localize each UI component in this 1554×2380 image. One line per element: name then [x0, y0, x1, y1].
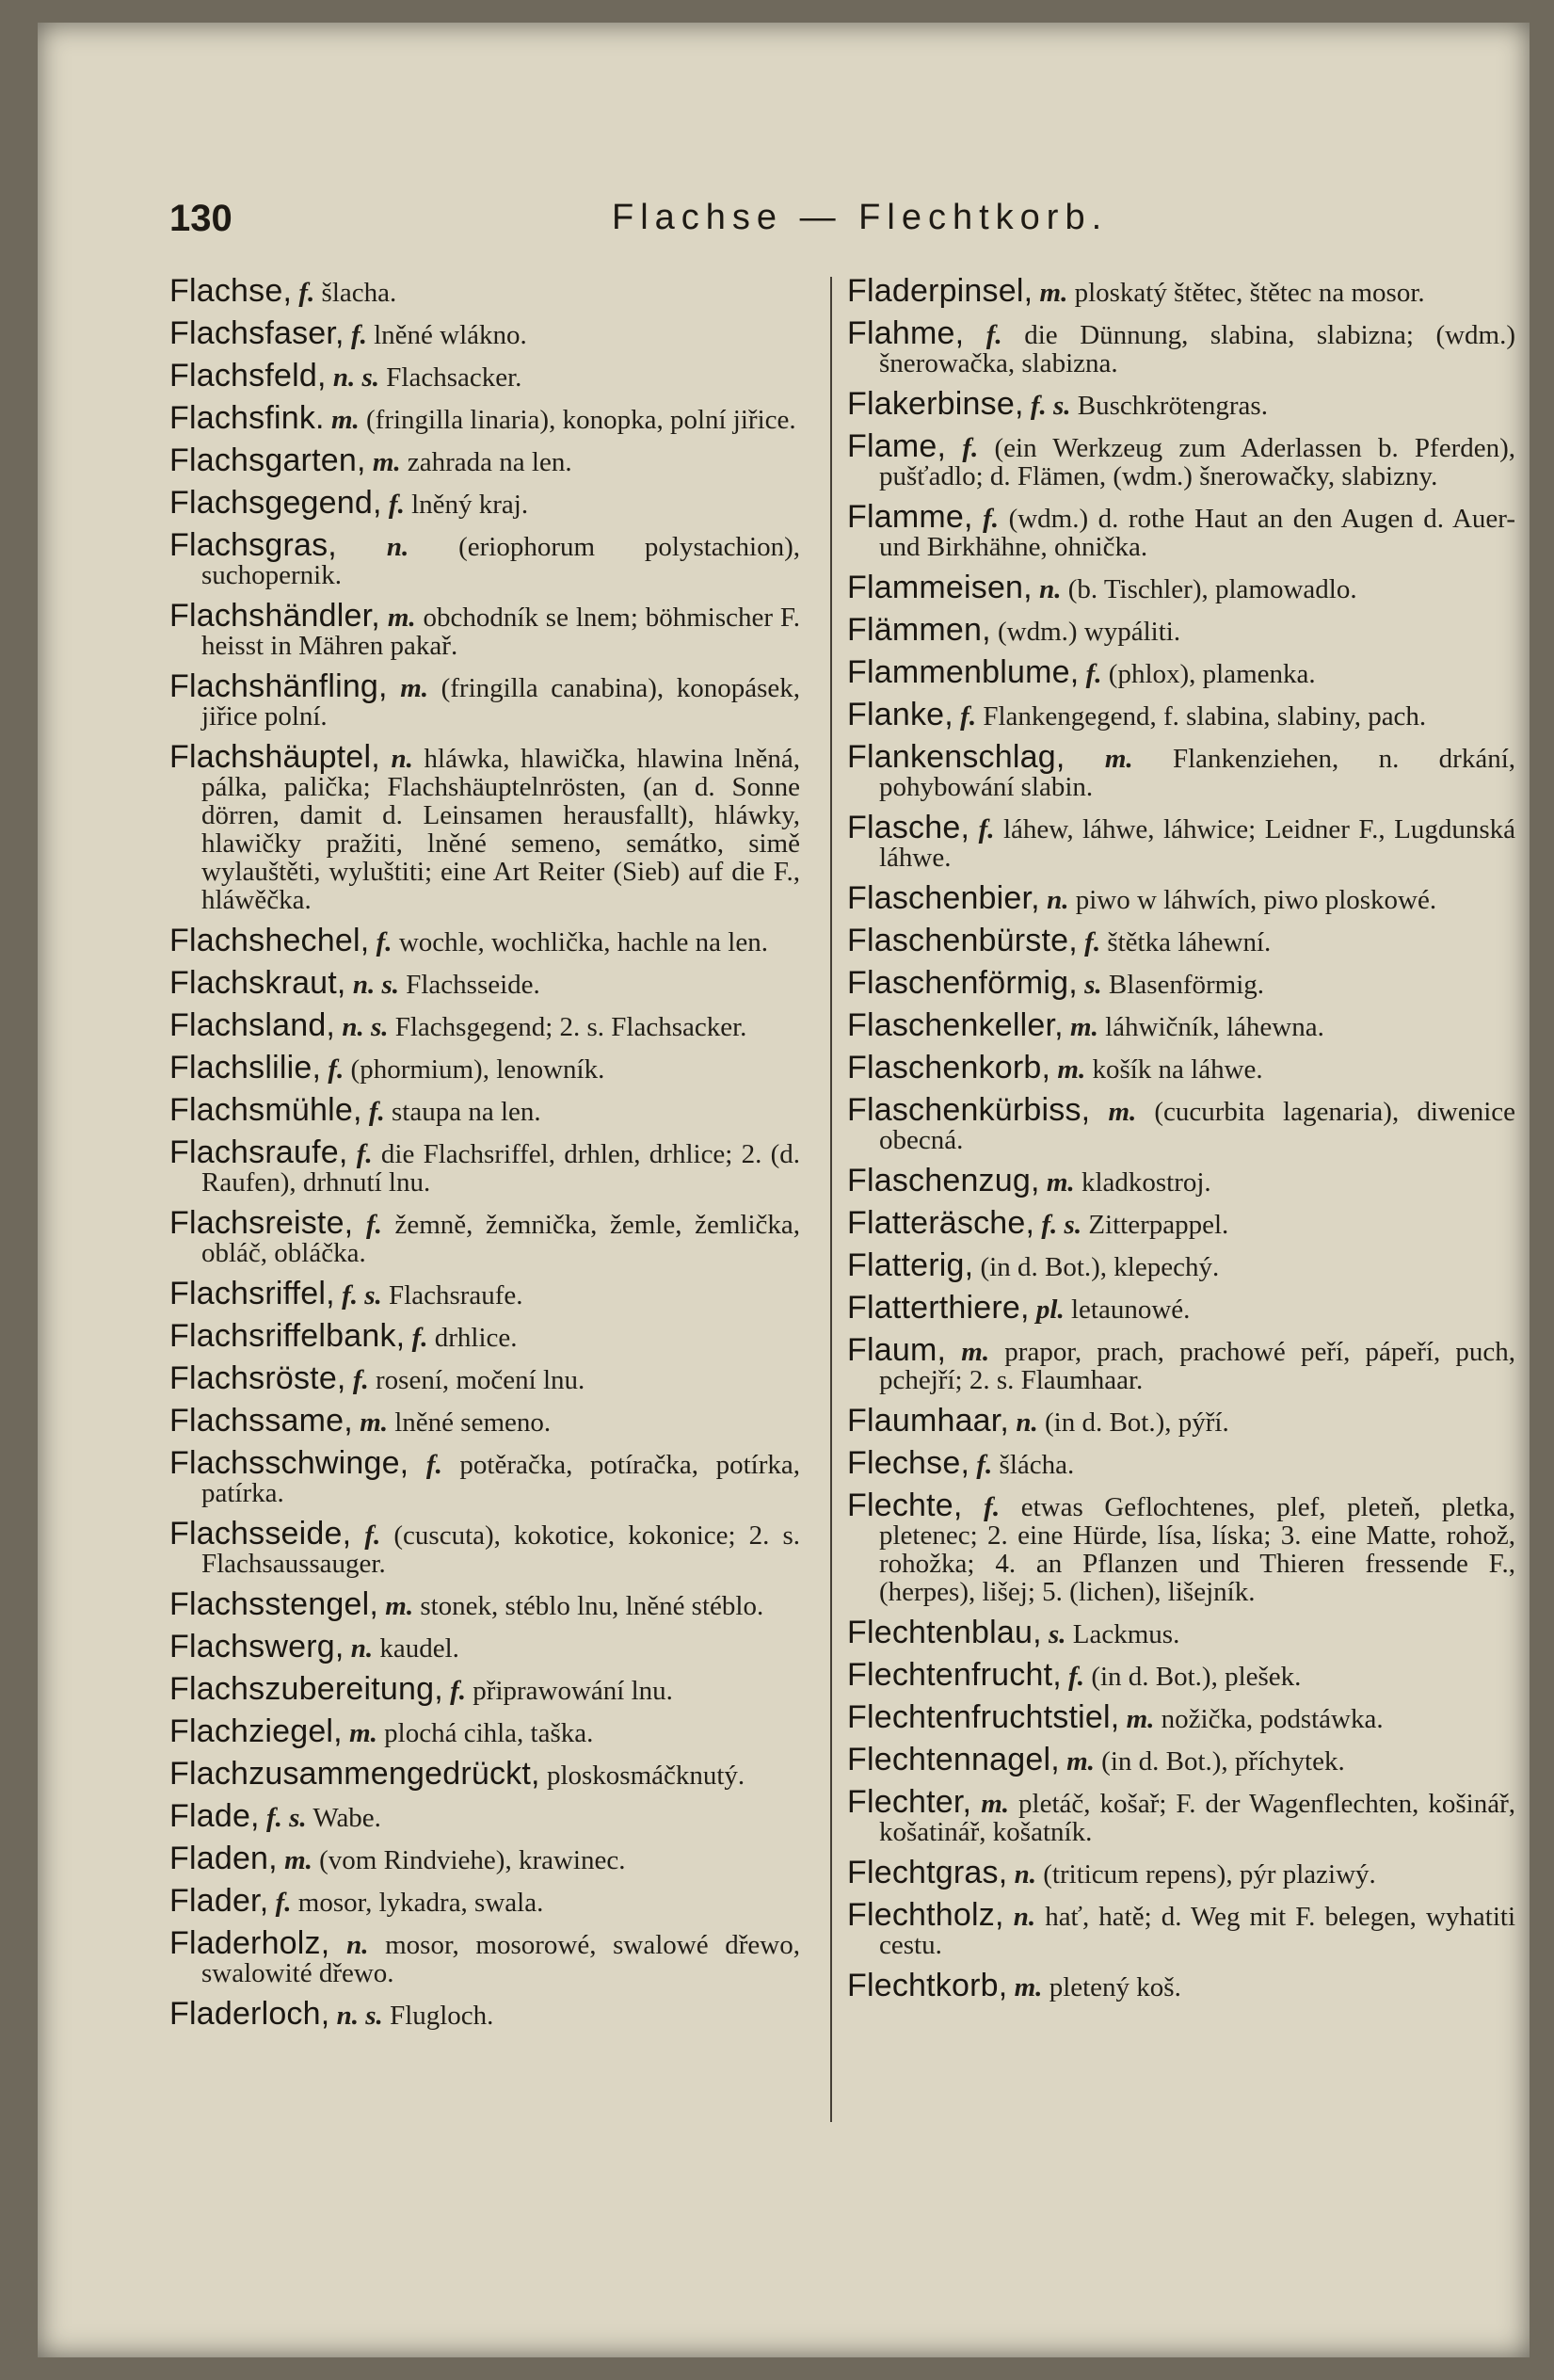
dictionary-entry	[847, 1403, 1515, 1439]
entry-definition: Lackmus.	[1072, 1619, 1180, 1649]
dictionary-entry	[169, 273, 800, 309]
dictionary-entry	[169, 1925, 800, 1988]
entry-grammar: n.	[1016, 1407, 1038, 1438]
dictionary-entry	[169, 1629, 800, 1664]
entry-headword: Flader,	[169, 1883, 269, 1919]
entry-definition: mosor, mosorowé, swalowé dřewo, swalowité dřewo.	[201, 1930, 800, 1988]
entry-definition: die Dünnung, slabina, slabizna; (wdm.) šnerowačka, slabizna.	[879, 320, 1516, 378]
dictionary-entry	[847, 1163, 1515, 1198]
entry-headword: Flaschenkürbiss,	[847, 1092, 1091, 1128]
entry-headword: Flaschenbürste,	[847, 923, 1078, 958]
entry-grammar: m.	[1104, 744, 1133, 774]
entry-grammar: m.	[1108, 1097, 1137, 1127]
dictionary-entry	[169, 315, 800, 351]
dictionary-entry	[847, 654, 1515, 690]
entry-grammar: m.	[330, 405, 360, 435]
dictionary-entry	[847, 1742, 1515, 1777]
entry-grammar: n. s.	[332, 362, 380, 393]
entry-headword: Flachshäuptel,	[169, 739, 380, 775]
dictionary-entry	[847, 965, 1515, 1001]
entry-headword: Flammeisen,	[847, 570, 1033, 605]
entry-headword: Flachswerg,	[169, 1629, 344, 1664]
entry-definition: (cucurbita lagenaria), diwenice obecná.	[879, 1097, 1515, 1155]
entry-headword: Flechte,	[847, 1488, 963, 1523]
entry-definition: Zitterpappel.	[1088, 1210, 1229, 1240]
dictionary-page	[38, 23, 1530, 2357]
entry-grammar: f.	[368, 1097, 385, 1127]
dictionary-entry	[169, 400, 800, 436]
entry-headword: Flachshändler,	[169, 598, 380, 634]
right-column	[847, 273, 1516, 2014]
entry-grammar: n.	[1014, 1859, 1037, 1890]
entry-headword: Flaschenzug,	[847, 1163, 1040, 1198]
entry-grammar: f. s.	[265, 1803, 307, 1833]
entry-headword: Flaschenförmig,	[847, 965, 1078, 1001]
entry-definition: košík na láhwe.	[1092, 1054, 1263, 1085]
entry-definition: die Flachsriffel, drhlen, drhlice; 2. (d. Raufen), drhnutí lnu.	[201, 1139, 801, 1198]
dictionary-entry	[847, 1205, 1515, 1241]
column-divider	[830, 277, 832, 2122]
entry-headword: Flachssame,	[169, 1403, 353, 1439]
entry-grammar: m.	[961, 1337, 990, 1367]
entry-headword: Flaschenbier,	[847, 880, 1040, 916]
running-head: Flachse — Flechtkorb.	[612, 198, 1109, 237]
entry-definition: obchodník se lnem; böhmischer F. heisst in Mähren pakař.	[201, 603, 800, 661]
entry-headword: Flachskraut,	[169, 965, 346, 1001]
entry-grammar: f.	[960, 701, 977, 732]
dictionary-entry	[847, 612, 1515, 648]
entry-headword: Flachsreiste,	[169, 1205, 354, 1241]
entry-grammar: f.	[1085, 659, 1102, 689]
entry-headword: Fladerpinsel,	[847, 273, 1033, 309]
entry-headword: Flaschenkeller,	[847, 1007, 1064, 1043]
entry-headword: Flechtennagel,	[847, 1742, 1060, 1777]
entry-headword: Flachsfaser,	[169, 315, 344, 351]
entry-definition: šlácha.	[999, 1450, 1075, 1480]
entry-grammar: m.	[360, 1407, 388, 1438]
entry-grammar: f. s.	[342, 1280, 382, 1311]
entry-headword: Flechtkorb,	[847, 1968, 1008, 2003]
entry-grammar: f.	[962, 433, 979, 463]
dictionary-entry	[847, 386, 1515, 422]
entry-headword: Flachsgras,	[169, 527, 337, 563]
entry-grammar: n.	[1039, 574, 1062, 604]
entry-grammar: n.	[346, 1930, 369, 1960]
entry-grammar: n. s.	[342, 1012, 389, 1042]
entry-headword: Flankenschlag,	[847, 739, 1065, 775]
entry-definition: lněný kraj.	[411, 490, 529, 520]
dictionary-entry	[847, 1247, 1515, 1283]
entry-grammar: s.	[1084, 970, 1102, 1000]
dictionary-entry	[169, 1134, 801, 1198]
entry-headword: Flame,	[847, 428, 947, 464]
entry-headword: Flatterthiere,	[847, 1290, 1030, 1326]
entry-headword: Flakerbinse,	[847, 386, 1024, 422]
entry-definition: žemně, žemnička, žemle, žemlička, obláč, obláčka.	[201, 1210, 801, 1268]
dictionary-entry	[847, 810, 1515, 873]
entry-headword: Flechse,	[847, 1445, 970, 1481]
dictionary-entry	[169, 1205, 801, 1268]
entry-definition: Flachsseide.	[406, 970, 540, 1000]
entry-definition: (phormium), lenowník.	[350, 1054, 605, 1085]
dictionary-entry	[847, 1615, 1515, 1650]
entry-grammar: f.	[365, 1210, 382, 1240]
dictionary-entry	[847, 880, 1515, 916]
entry-grammar: m.	[387, 603, 416, 633]
dictionary-entry	[847, 1855, 1515, 1890]
entry-grammar: n.	[1047, 885, 1069, 915]
entry-headword: Flachsgegend,	[169, 485, 382, 521]
entry-definition: štětka láhewní.	[1107, 927, 1272, 957]
entry-grammar: f.	[450, 1676, 467, 1706]
dictionary-entry	[169, 1092, 800, 1128]
entry-headword: Flämmen,	[847, 612, 991, 648]
entry-grammar: n. s.	[352, 970, 399, 1000]
entry-grammar: f.	[976, 1450, 993, 1480]
dictionary-entry	[169, 1516, 801, 1579]
entry-headword: Flechter,	[847, 1784, 972, 1820]
entry-grammar: f.	[984, 1492, 1001, 1522]
entry-headword: Flatteräsche,	[847, 1205, 1035, 1241]
entry-grammar: n. s.	[336, 2001, 383, 2031]
entry-grammar: n.	[350, 1633, 374, 1664]
entry-definition: lněné wlákno.	[374, 320, 527, 350]
entry-definition: kaudel.	[379, 1633, 459, 1664]
dictionary-entry	[847, 1092, 1515, 1155]
entry-grammar: f.	[985, 320, 1002, 350]
entry-definition: potěračka, potíračka, potírka, patírka.	[201, 1450, 800, 1508]
entry-grammar: n.	[1013, 1902, 1036, 1932]
entry-definition: piwo w láhwích, piwo ploskowé.	[1075, 885, 1437, 915]
entry-grammar: f.	[298, 278, 315, 308]
entry-grammar: m.	[981, 1789, 1010, 1819]
dictionary-entry	[847, 428, 1516, 491]
entry-grammar: f.	[376, 927, 393, 957]
entry-grammar: m.	[385, 1591, 414, 1621]
dictionary-entry	[847, 1657, 1515, 1693]
entry-definition: (in d. Bot.), klepechý.	[980, 1252, 1220, 1282]
entry-grammar: f.	[356, 1139, 373, 1169]
dictionary-entry	[169, 1318, 800, 1354]
entry-definition: (wdm.) wypáliti.	[998, 617, 1181, 647]
entry-headword: Flachsröste,	[169, 1360, 346, 1396]
entry-headword: Flaum,	[847, 1332, 947, 1368]
entry-definition: pletený koš.	[1049, 1972, 1181, 2002]
entry-headword: Flachsraufe,	[169, 1134, 348, 1170]
dictionary-entry	[169, 1007, 800, 1043]
entry-headword: Fladen,	[169, 1841, 278, 1876]
entry-headword: Flamme,	[847, 499, 973, 535]
entry-definition: (ein Werkzeug zum Aderlassen b. Pferden), pušťadlo; d. Flämen, (wdm.) šnerowačky, slabizny.	[879, 433, 1516, 491]
dictionary-entry	[847, 1445, 1515, 1481]
dictionary-entry	[169, 358, 800, 394]
entry-grammar: m.	[284, 1845, 312, 1875]
dictionary-entry	[169, 1841, 800, 1876]
dictionary-entry	[169, 965, 800, 1001]
entry-definition: stonek, stéblo lnu, lněné stéblo.	[420, 1591, 764, 1621]
entry-definition: (cuscuta), kokotice, kokonice; 2. s. Flachsaussauger.	[201, 1520, 801, 1579]
dictionary-entry	[169, 1996, 800, 2032]
entry-definition: rosení, močení lnu.	[376, 1365, 585, 1395]
dictionary-entry	[847, 1290, 1515, 1326]
dictionary-entry	[169, 598, 800, 661]
entry-headword: Flasche,	[847, 810, 970, 845]
entry-definition: hať, hatě; d. Weg mit F. belegen, wyhatiti cestu.	[879, 1902, 1516, 1960]
dictionary-entry	[847, 923, 1515, 958]
dictionary-entry	[169, 1798, 800, 1834]
entry-definition: plochá cihla, taška.	[384, 1718, 594, 1748]
dictionary-entry	[169, 1713, 800, 1749]
dictionary-entry	[847, 1050, 1515, 1085]
entry-headword: Flachsriffelbank,	[169, 1318, 406, 1354]
dictionary-entry	[169, 1586, 800, 1622]
entry-definition: ploskatý štětec, štětec na mosor.	[1074, 278, 1425, 308]
entry-definition: Flankenziehen, n. drkání, pohybowání slabin.	[879, 744, 1515, 802]
entry-headword: Flechtgras,	[847, 1855, 1008, 1890]
entry-headword: Flammenblume,	[847, 654, 1080, 690]
dictionary-entry	[847, 1897, 1516, 1960]
dictionary-entry	[847, 1007, 1515, 1043]
entry-definition: wochle, wochlička, hachle na len.	[398, 927, 768, 957]
entry-headword: Flanke,	[847, 697, 953, 732]
entry-definition: staupa na len.	[392, 1097, 541, 1127]
entry-grammar: f.	[1084, 927, 1101, 957]
dictionary-entry	[169, 527, 801, 590]
entry-headword: Flachsland,	[169, 1007, 336, 1043]
entry-headword: Fladerloch,	[169, 1996, 330, 2032]
entry-grammar: m.	[1039, 278, 1068, 308]
entry-grammar: n.	[391, 744, 413, 774]
entry-definition: Flachsraufe.	[389, 1280, 523, 1311]
entry-definition: (fringilla linaria), konopka, polní jiřice.	[366, 405, 796, 435]
entry-definition: hláwka, hlawička, hlawina lněná, pálka, palička; Flachshäuptelnrösten, (an d. Sonne dörren, damit d. Leinsamen herausfallt), hláwky, hlawičky pražiti, lněné semeno, semátko, simě wylauštěti, wyluštiti; eine Art Reiter (Sieb) auf die F., hláwěčka.	[201, 744, 801, 915]
entry-headword: Flachsriffel,	[169, 1276, 335, 1311]
entry-headword: Flachsschwinge,	[169, 1445, 409, 1481]
dictionary-entry	[169, 1671, 800, 1707]
entry-headword: Flaschenkorb,	[847, 1050, 1051, 1085]
entry-definition: (in d. Bot.), plešek.	[1091, 1662, 1302, 1692]
dictionary-entry	[847, 499, 1515, 562]
dictionary-entry	[169, 739, 801, 915]
dictionary-entry	[169, 1050, 800, 1085]
dictionary-entry	[169, 442, 800, 478]
entry-grammar: m.	[1057, 1054, 1086, 1085]
dictionary-entry	[169, 668, 800, 732]
entry-grammar: n.	[386, 532, 409, 562]
entry-headword: Flechtenfruchtstiel,	[847, 1699, 1120, 1735]
entry-headword: Flechtenfrucht,	[847, 1657, 1062, 1693]
entry-definition: Buschkrötengras.	[1077, 391, 1268, 421]
entry-grammar: f.	[1068, 1662, 1085, 1692]
entry-grammar: m.	[1046, 1167, 1075, 1198]
entry-headword: Flachsstengel,	[169, 1586, 379, 1622]
entry-headword: Flachzusammengedrückt,	[169, 1756, 540, 1792]
entry-definition: láhew, láhwe, láhwice; Leidner F., Lugdunská láhwe.	[879, 814, 1515, 873]
entry-definition: drhlice.	[434, 1323, 518, 1353]
dictionary-entry	[847, 315, 1516, 378]
entry-headword: Flechtenblau,	[847, 1615, 1042, 1650]
entry-definition: (b. Tischler), plamowadlo.	[1067, 574, 1357, 604]
entry-headword: Flachsfink.	[169, 400, 325, 436]
entry-grammar: f. s.	[1041, 1210, 1082, 1240]
entry-headword: Flachsmühle,	[169, 1092, 362, 1128]
entry-grammar: f.	[352, 1365, 369, 1395]
entry-headword: Flachsfeld,	[169, 358, 327, 394]
entry-headword: Flachshänfling,	[169, 668, 388, 704]
entry-grammar: m.	[1014, 1972, 1043, 2002]
entry-headword: Flaumhaar,	[847, 1403, 1010, 1439]
entry-grammar: f.	[983, 504, 1000, 534]
entry-definition: nožička, podstáwka.	[1161, 1704, 1384, 1734]
dictionary-entry	[847, 739, 1515, 802]
entry-grammar: f.	[388, 490, 405, 520]
entry-definition: etwas Geflochtenes, plef, pleteň, pletka, pletenec; 2. eine Hürde, lísa, líska; 3. eine Matte, rohož, rohožka; 4. an Pflanzen und Thieren fressende F., (herpes), lišej; 5. (lichen), lišejník.	[879, 1492, 1516, 1607]
entry-definition: kladkostroj.	[1081, 1167, 1211, 1198]
entry-definition: šlacha.	[321, 278, 397, 308]
entry-definition: (in d. Bot.), pýří.	[1044, 1407, 1229, 1438]
dictionary-entry	[847, 1968, 1515, 2003]
entry-headword: Flatterig,	[847, 1247, 974, 1283]
entry-grammar: f.	[411, 1323, 428, 1353]
entry-headword: Flachszubereitung,	[169, 1671, 443, 1707]
entry-grammar: f. s.	[1030, 391, 1071, 421]
entry-grammar: f.	[978, 814, 995, 844]
entry-definition: Wabe.	[312, 1803, 381, 1833]
entry-definition: láhwičník, láhewna.	[1105, 1012, 1324, 1042]
entry-headword: Flachsgarten,	[169, 442, 366, 478]
entry-definition: (phlox), plamenka.	[1108, 659, 1316, 689]
entry-grammar: m.	[349, 1718, 377, 1748]
page-header	[169, 192, 1515, 249]
dictionary-entry	[847, 1784, 1516, 1847]
entry-headword: Flachziegel,	[169, 1713, 343, 1749]
entry-grammar: s.	[1048, 1619, 1066, 1649]
entry-definition: (in d. Bot.), příchytek.	[1101, 1746, 1345, 1777]
entry-definition: Blasenförmig.	[1108, 970, 1265, 1000]
dictionary-entry	[169, 1403, 800, 1439]
entry-headword: Flachslilie,	[169, 1050, 322, 1085]
entry-grammar: m.	[1126, 1704, 1155, 1734]
entry-definition: mosor, lykadra, swala.	[297, 1888, 544, 1918]
entry-grammar: m.	[372, 447, 401, 477]
entry-definition: prapor, prach, prachowé peří, pápeří, puch, pchejří; 2. s. Flaumhaar.	[879, 1337, 1516, 1395]
entry-headword: Flahme,	[847, 315, 965, 351]
dictionary-entry	[169, 923, 800, 958]
entry-definition: Flachsacker.	[386, 362, 522, 393]
entry-definition: Flugloch.	[390, 2001, 494, 2031]
dictionary-entry	[847, 570, 1515, 605]
entry-definition: pletáč, košař; F. der Wagenflechten, košinář, košatinář, košatník.	[879, 1789, 1516, 1847]
entry-headword: Flachse,	[169, 273, 293, 309]
left-column	[169, 273, 801, 2042]
dictionary-entry	[847, 1332, 1516, 1395]
entry-definition: ploskosmáčknutý.	[546, 1761, 745, 1791]
entry-headword: Flachsseide,	[169, 1516, 352, 1552]
dictionary-entry	[847, 697, 1515, 732]
entry-headword: Fladerholz,	[169, 1925, 330, 1961]
dictionary-entry	[169, 1756, 800, 1792]
entry-definition: lněné semeno.	[394, 1407, 552, 1438]
dictionary-entry	[169, 1883, 800, 1919]
entry-definition: letaunowé.	[1070, 1295, 1191, 1325]
dictionary-entry	[847, 1699, 1515, 1735]
dictionary-entry	[169, 485, 800, 521]
dictionary-entry	[169, 1445, 800, 1508]
entry-definition: (wdm.) d. rothe Haut an den Augen d. Auer- und Birkhähne, ohnička.	[879, 504, 1515, 562]
entry-definition: připrawowání lnu.	[473, 1676, 673, 1706]
entry-definition: Flankengegend, f. slabina, slabiny, pach.	[983, 701, 1427, 732]
entry-headword: Flechtholz,	[847, 1897, 1004, 1933]
entry-headword: Flade,	[169, 1798, 260, 1834]
dictionary-entry	[847, 273, 1515, 309]
page-number: 130	[169, 198, 232, 239]
entry-definition: (vom Rindviehe), krawinec.	[319, 1845, 626, 1875]
entry-definition: zahrada na len.	[407, 447, 572, 477]
entry-grammar: m.	[1066, 1746, 1095, 1777]
entry-grammar: m.	[400, 673, 429, 703]
dictionary-entry	[847, 1488, 1516, 1607]
entry-headword: Flachshechel,	[169, 923, 370, 958]
entry-definition: Flachsgegend; 2. s. Flachsacker.	[394, 1012, 747, 1042]
entry-grammar: f.	[364, 1520, 381, 1551]
entry-grammar: f.	[350, 320, 367, 350]
entry-grammar: f.	[275, 1888, 292, 1918]
entry-grammar: f.	[425, 1450, 442, 1480]
entry-grammar: pl.	[1035, 1295, 1065, 1325]
dictionary-entry	[169, 1360, 800, 1396]
entry-grammar: f.	[328, 1054, 344, 1085]
entry-definition: (eriophorum polystachion), suchopernik.	[201, 532, 801, 590]
entry-definition: (fringilla canabina), konopásek, jiřice polní.	[201, 673, 800, 732]
dictionary-entry	[169, 1276, 800, 1311]
entry-definition: (triticum repens), pýr plaziwý.	[1043, 1859, 1376, 1890]
entry-grammar: m.	[1070, 1012, 1098, 1042]
